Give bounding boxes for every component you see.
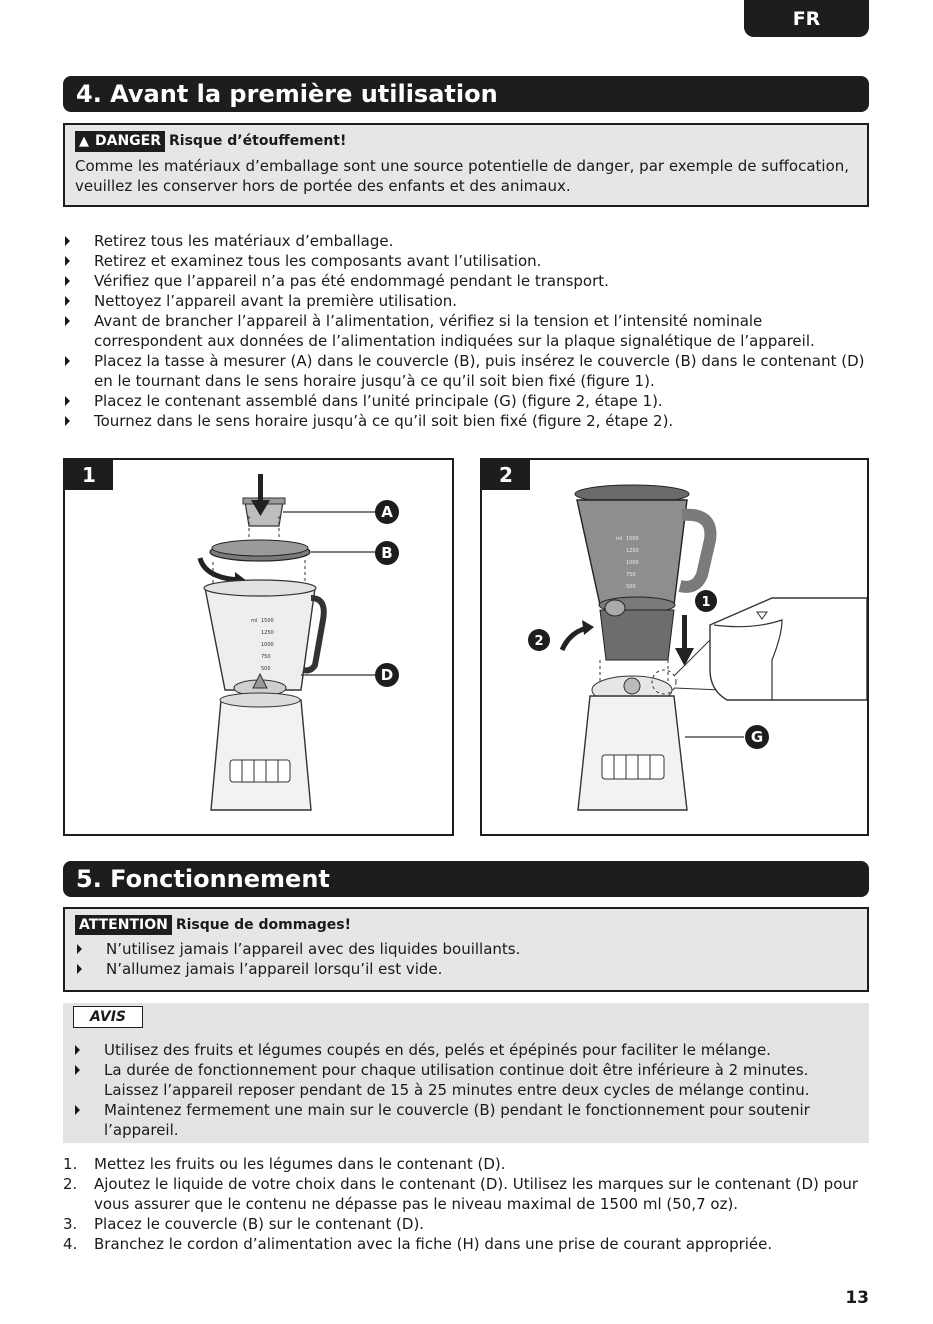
rotate-arrow-icon xyxy=(200,558,240,580)
attention-label: ATTENTION xyxy=(75,915,172,935)
step-text: Ajoutez le liquide de votre choix dans le contenant (D). Utilisez les marques sur le contenant (D) pour vous assurer que le contenu ne dépasse pas le niveau maximal de 1500 ml (50,7 oz). xyxy=(94,1175,859,1213)
attention-box xyxy=(63,907,869,992)
operation-steps xyxy=(63,1154,869,1254)
marking-label: ml xyxy=(251,618,258,624)
step-number: 3. xyxy=(63,1215,78,1233)
figure-number: 1 xyxy=(65,460,113,490)
attention-title: Risque de dommages! xyxy=(175,917,351,933)
warning-triangle-icon: ▲ xyxy=(79,134,89,149)
list-item: Utilisez des fruits et légumes coupés en dés, pelés et épépinés pour faciliter le mélange. xyxy=(73,1040,859,1060)
marking-label: 1250 xyxy=(626,548,639,554)
list-item: Maintenez fermement une main sur le couvercle (B) pendant le fonctionnement pour soutenir l’appareil. xyxy=(73,1100,859,1140)
danger-box xyxy=(63,123,869,207)
jar-icon xyxy=(204,580,324,696)
list-item xyxy=(63,1234,869,1254)
list-item: Retirez tous les matériaux d’emballage. xyxy=(63,231,869,251)
marking-label: 1500 xyxy=(626,536,639,542)
danger-label: ▲ DANGER xyxy=(75,131,165,152)
callout-a: A xyxy=(381,503,393,521)
figure-2 xyxy=(480,458,869,836)
notice-label: AVIS xyxy=(73,1006,143,1028)
marking-label: 750 xyxy=(626,572,636,578)
callout-b: B xyxy=(381,544,393,562)
detail-zoom-icon xyxy=(710,598,867,700)
step-badge-1: 1 xyxy=(701,595,711,610)
callout-g: G xyxy=(750,728,764,746)
list-item: Nettoyez l’appareil avant la première utilisation. xyxy=(63,291,869,311)
list-item: Tournez dans le sens horaire jusqu’à ce qu’il soit bien fixé (figure 2, étape 2). xyxy=(63,411,869,431)
list-item: Placez le contenant assemblé dans l’unité principale (G) (figure 2, étape 1). xyxy=(63,391,869,411)
marking-label: ml xyxy=(616,536,623,542)
attention-list xyxy=(75,939,857,979)
lid-icon xyxy=(210,540,310,561)
blender-assembly-illustration xyxy=(65,460,452,834)
preparation-list xyxy=(63,231,869,431)
marking-label: 1000 xyxy=(261,642,274,648)
marking-label: 1500 xyxy=(261,618,274,624)
list-item: Vérifiez que l’appareil n’a pas été endommagé pendant le transport. xyxy=(63,271,869,291)
danger-text: Comme les matériaux d’emballage sont une source potentielle de danger, par exemple de suffocation, veuillez les conserver hors de portée des enfants et des animaux. xyxy=(75,157,850,195)
notice-list xyxy=(73,1040,859,1140)
marking-label: 1250 xyxy=(261,630,274,636)
figure-number: 2 xyxy=(482,460,530,490)
step-text: Mettez les fruits ou les légumes dans le contenant (D). xyxy=(94,1155,506,1173)
section-5-title: 5. Fonctionnement xyxy=(63,861,869,897)
marking-label: 500 xyxy=(626,584,636,590)
callout-d: D xyxy=(380,666,394,684)
marking-label: 750 xyxy=(261,654,271,660)
list-item: N’allumez jamais l’appareil lorsqu’il est vide. xyxy=(75,959,857,979)
blender-mounting-illustration xyxy=(482,460,867,834)
list-item: Avant de brancher l’appareil à l’alimentation, vérifiez si la tension et l’intensité nominale correspondent aux données de l’alimentation indiquées sur la plaque signalétique de l’appareil. xyxy=(63,311,869,351)
list-item: La durée de fonctionnement pour chaque utilisation continue doit être inférieure à 2 minutes. Laissez l’appareil reposer pendant de 15 à 25 minutes entre deux cycles de mélange continu. xyxy=(73,1060,859,1100)
jar-icon xyxy=(575,485,710,660)
step-number: 4. xyxy=(63,1235,78,1253)
figure-1 xyxy=(63,458,454,836)
step-text: Placez le couvercle (B) sur le contenant (D). xyxy=(94,1215,425,1233)
rotate-arrow-icon xyxy=(562,628,587,650)
motor-base-icon xyxy=(578,676,687,810)
marking-label: 500 xyxy=(261,666,271,672)
step-number: 1. xyxy=(63,1155,78,1173)
marking-label: 1000 xyxy=(626,560,639,566)
list-item: Placez la tasse à mesurer (A) dans le couvercle (B), puis insérez le couvercle (B) dans le contenant (D) en le tournant dans le sens horaire jusqu’à ce qu’il soit bien fixé (figure 1). xyxy=(63,351,869,391)
list-item xyxy=(63,1174,869,1214)
step-badge-2: 2 xyxy=(534,634,544,649)
list-item xyxy=(63,1154,869,1174)
list-item: N’utilisez jamais l’appareil avec des liquides bouillants. xyxy=(75,939,857,959)
motor-base-icon xyxy=(211,693,311,810)
page-number: 13 xyxy=(845,1288,869,1308)
list-item: Retirez et examinez tous les composants avant l’utilisation. xyxy=(63,251,869,271)
section-4-title: 4. Avant la première utilisation xyxy=(63,76,869,112)
step-number: 2. xyxy=(63,1175,78,1193)
notice-box xyxy=(63,1003,869,1143)
language-tab: FR xyxy=(744,0,869,37)
list-item xyxy=(63,1214,869,1234)
step-text: Branchez le cordon d’alimentation avec la fiche (H) dans une prise de courant appropriée. xyxy=(94,1235,773,1253)
danger-title: Risque d’étouffement! xyxy=(169,133,347,149)
